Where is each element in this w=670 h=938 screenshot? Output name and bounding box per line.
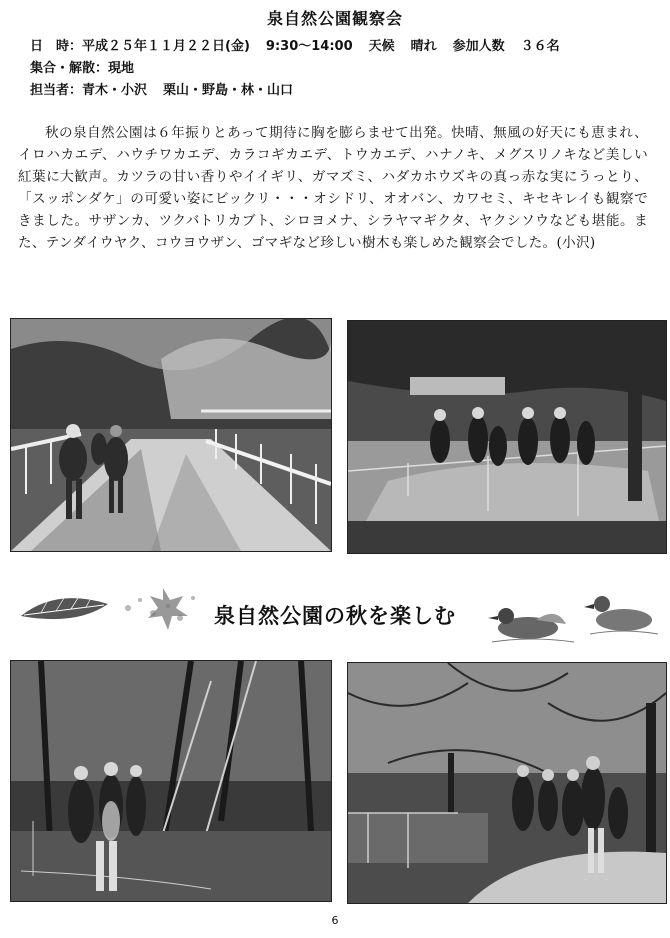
photo-bridge <box>10 318 332 552</box>
meeting-value: 現地 <box>108 61 135 76</box>
photo-trail-group <box>347 662 667 904</box>
meeting-row <box>30 58 560 80</box>
event-info <box>30 36 560 102</box>
photo-group-path <box>347 320 667 554</box>
time-value: 9:30～14:00 <box>265 39 353 54</box>
staff-group-1: 青木・小沢 <box>82 83 148 98</box>
duck-illustration-left <box>486 598 576 648</box>
date-row <box>30 36 560 58</box>
participants-value: ３６名 <box>520 39 560 54</box>
article-body: 秋の泉自然公園は６年振りとあって期待に胸を膨らませて出発。快晴、無風の好天にも恵まれ、イロハカエデ、ハウチワカエデ、カラコギカエデ、トウカエデ、ハナノキ、メグスリノキなど美しい紅葉に大歓声。カツラの甘い香りやイイギリ、ガマズミ、ハダカホウズキの真っ赤な実にうっとり、「スッポンダケ」の可愛い姿にビックリ・・・オシドリ、オオバン、カワセミ、キセキレイも観察できました。サザンカ、ツクバトリカブト、シロヨメナ、シラヤマギクタ、ヤクシソウなども堪能。また、テンダイウヤク、コウヨウザン、ゴマギなど珍しい樹木も楽しめた観察会でした。(小沢) <box>18 125 648 251</box>
photo-forest-group <box>10 660 332 902</box>
page-title: 泉自然公園観察会 <box>266 9 403 28</box>
section-subtitle: 泉自然公園の秋を楽しむ <box>214 603 456 628</box>
staff-group-2: 栗山・野島・林・山口 <box>163 83 294 98</box>
staff-label: 担当者： <box>30 83 83 98</box>
weather-label: 天候 <box>368 39 395 54</box>
staff-row <box>30 80 560 102</box>
maple-leaf-illustration <box>108 578 210 636</box>
date-value: 平成２５年１１月２２日(金) <box>82 39 250 54</box>
page-number: 6 <box>331 914 339 927</box>
date-label: 日 時： <box>30 39 83 54</box>
weather-value: 晴れ <box>410 39 437 54</box>
meeting-label: 集合・解散： <box>30 61 109 76</box>
participants-label: 参加人数 <box>452 39 505 54</box>
leaf-illustration <box>16 586 116 632</box>
duck-illustration-right <box>584 590 660 640</box>
